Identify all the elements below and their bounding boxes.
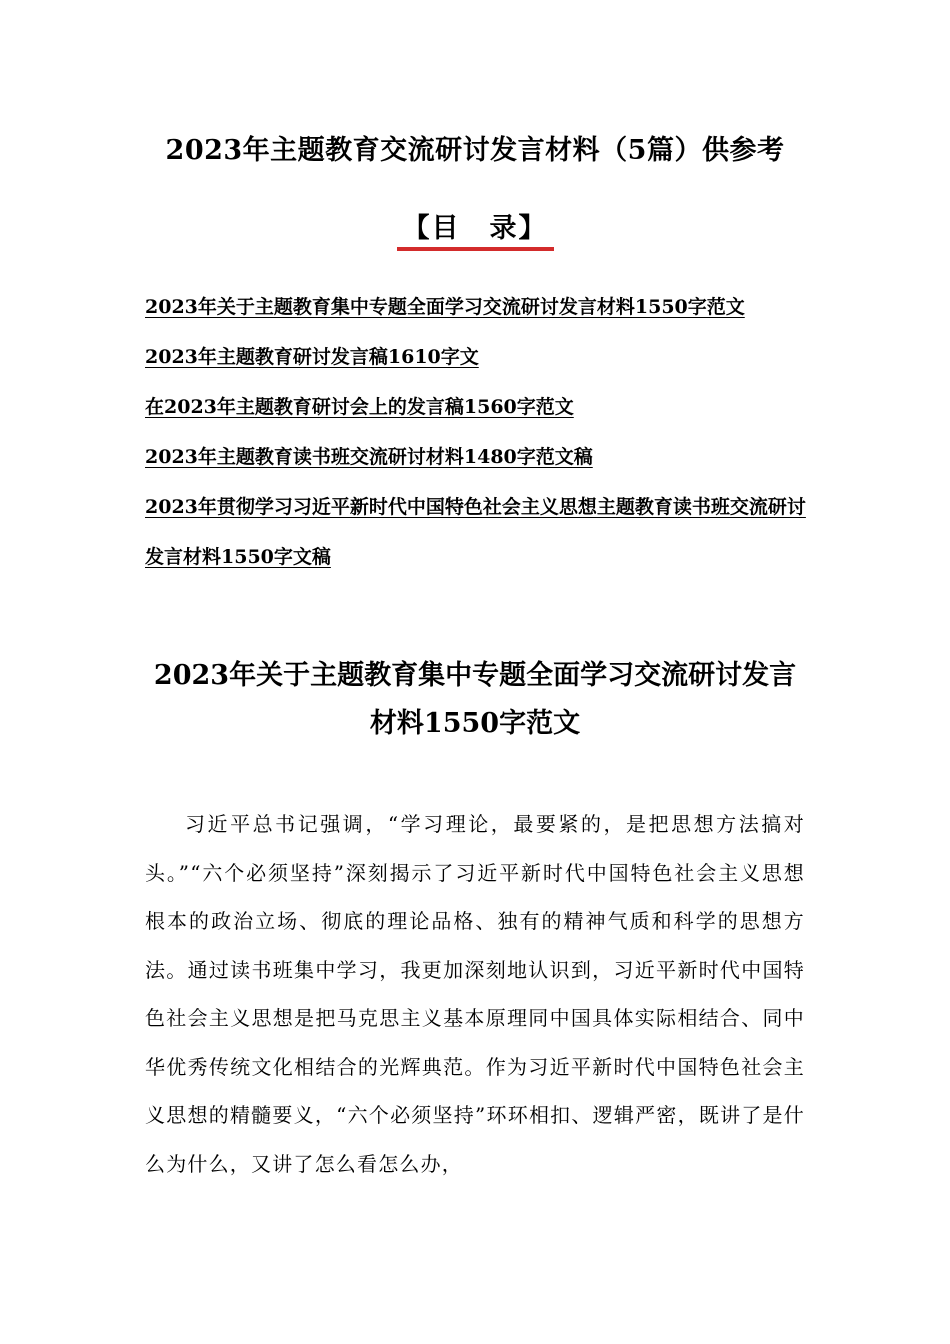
table-of-contents xyxy=(145,282,810,582)
toc-item-1[interactable]: 2023年关于主题教育集中专题全面学习交流研讨发言材料1550字范文 xyxy=(145,296,745,318)
toc-item-3[interactable]: 在2023年主题教育研讨会上的发言稿1560字范文 xyxy=(145,396,574,418)
document-title: 2023年主题教育交流研讨发言材料（5篇）供参考 xyxy=(165,135,785,166)
toc-heading-container xyxy=(0,206,950,251)
toc-item-2[interactable]: 2023年主题教育研讨发言稿1610字文 xyxy=(145,346,479,368)
toc-item-4[interactable]: 2023年主题教育读书班交流研讨材料1480字范文稿 xyxy=(145,446,593,468)
toc-heading: 【目 录】 xyxy=(397,206,554,251)
body-paragraph: 习近平总书记强调，“学习理论，最要紧的，是把思想方法搞对头。”“六个必须坚持”深刻揭示了习近平新时代中国特色社会主义思想根本的政治立场、彻底的理论品格、独有的精神气质和科学的思想方法。通过读书班集中学习，我更加深刻地认识到，习近平新时代中国特色社会主义思想是把马克思主义基本原理同中国具体实际相结合、同中华优秀传统文化相结合的光辉典范。作为习近平新时代中国特色社会主义思想的精髓要义，“六个必须坚持”环环相扣、逻辑严密，既讲了是什么为什么，又讲了怎么看怎么办， xyxy=(145,812,805,1176)
section-title: 2023年关于主题教育集中专题全面学习交流研讨发言材料1550字范文 xyxy=(153,660,797,739)
toc-item-5[interactable]: 2023年贯彻学习习近平新时代中国特色社会主义思想主题教育读书班交流研讨发言材料1550字文稿 xyxy=(145,496,806,568)
